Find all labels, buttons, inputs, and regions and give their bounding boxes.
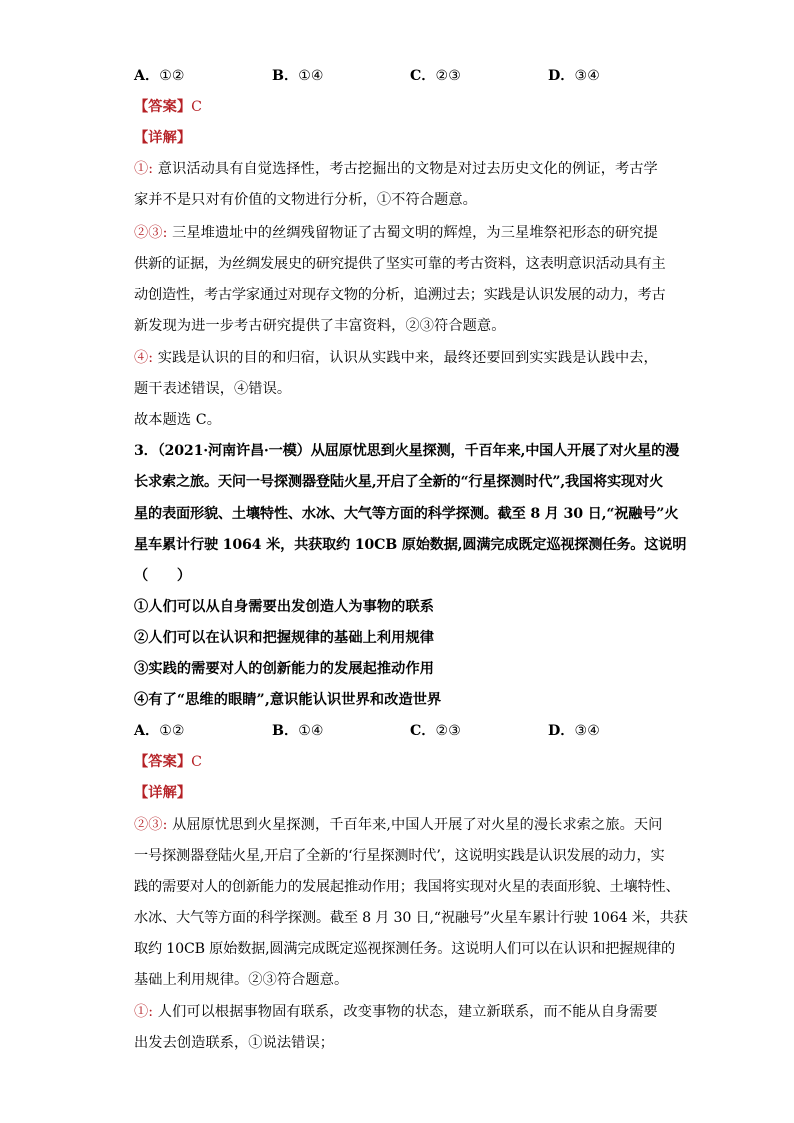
- question-stem: 星车累计行驶 1064 米，共获取约 10CB 原始数据,圆满完成既定巡视探测任务。这说明: [134, 537, 687, 553]
- detail-marker: ④:: [134, 350, 154, 366]
- conclusion-text: 故本题选 C。: [134, 412, 222, 428]
- answer-tag: 【答案】: [134, 754, 192, 770]
- q2-detail-p2-line1: [134, 223, 664, 243]
- q3-option-c: [410, 721, 461, 741]
- q2-detail-p2-line4: [134, 316, 664, 336]
- option-letter: B．: [272, 68, 299, 84]
- q2-detail-p3-line1: [134, 348, 664, 368]
- q2-option-c: [410, 66, 461, 86]
- q3-option-b: [272, 721, 324, 741]
- q3-detail-heading: [134, 783, 664, 803]
- q3-detail-p1-line1: [134, 815, 664, 835]
- option-letter: C．: [410, 723, 436, 739]
- detail-marker: ②③:: [134, 817, 168, 833]
- detail-text: 动创造性，考古学家通过对现存文物的分析，追溯过去；实践是认识发展的动力，考古: [134, 287, 666, 303]
- option-text: ②③: [435, 68, 461, 84]
- q2-detail-p2-line2: [134, 254, 664, 274]
- option-letter: A．: [134, 68, 160, 84]
- q3-detail-p1-line2: [134, 846, 664, 866]
- detail-text: 一号探测器登陆火星,开启了全新的‘行星探测时代’，这说明实践是认识发展的动力，实: [134, 848, 665, 864]
- detail-text: 出发去创造联系，①说法错误；: [134, 1035, 335, 1051]
- question-stem: 从屈原忧思到火星探测，千百年来,中国人开展了对火星的漫: [310, 443, 680, 459]
- q3-answer-blank: [134, 566, 664, 586]
- q2-option-b: [272, 66, 324, 86]
- q2-answer: [134, 97, 664, 117]
- detail-marker: ①:: [134, 1004, 154, 1020]
- q3-option-d: [548, 721, 600, 741]
- detail-tag: 【详解】: [134, 785, 192, 801]
- q3-item-4: [134, 690, 664, 710]
- detail-marker: ②③:: [134, 225, 168, 241]
- question-source: （2021·河南许昌·一模）: [157, 443, 311, 459]
- q3-detail-p2-line1: [134, 1002, 664, 1022]
- q3-item-3: [134, 659, 664, 679]
- q3-stem-line3: [134, 504, 679, 524]
- detail-text: 题干表述错误，④错误。: [134, 381, 292, 397]
- detail-text: 新发现为进一步考古研究提供了丰富资料，②③符合题意。: [134, 318, 506, 334]
- q2-detail-p1-line2: [134, 190, 664, 210]
- option-text: ③④: [574, 723, 600, 739]
- option-letter: D．: [548, 723, 575, 739]
- q2-option-d: [548, 66, 600, 86]
- q3-detail-p1-line6: [134, 970, 664, 990]
- option-text: ①④: [298, 68, 324, 84]
- q3-stem-line2: [134, 472, 664, 492]
- option-letter: C．: [410, 68, 436, 84]
- q3-item-1: [134, 597, 664, 617]
- question-stem: 长求索之旅。天问一号探测器登陆火星,开启了全新的“行星探测时代”,我国将实现对火: [134, 474, 663, 490]
- option-letter: D．: [548, 68, 575, 84]
- detail-text: 三星堆遗址中的丝绸残留物证了古蜀文明的辉煌，为三星堆祭祀形态的研究提: [167, 225, 658, 241]
- detail-text: 实践是认识的目的和归宿，认识从实践中来，最终还要回到实实践是认践中去，: [153, 350, 658, 366]
- option-text: ①④: [298, 723, 324, 739]
- detail-text: 家并不是只对有价值的文物进行分析，①不符合题意。: [134, 192, 477, 208]
- detail-text: 取约 10CB 原始数据,圆满完成既定巡视探测任务。这说明人们可以在认识和把握规律的: [134, 941, 676, 957]
- option-text: ②③: [435, 723, 461, 739]
- item-text: ③实践的需要对人的创新能力的发展起推动作用: [134, 661, 435, 677]
- answer-value: C: [191, 754, 203, 770]
- detail-text: 基础上利用规律。②③符合题意。: [134, 972, 349, 988]
- q2-detail-p2-line3: [134, 285, 664, 305]
- q3-option-a: [134, 721, 185, 741]
- q3-answer: [134, 752, 664, 772]
- q3-detail-p1-line5: [134, 939, 676, 959]
- detail-tag: 【详解】: [134, 130, 192, 146]
- option-text: ①②: [159, 723, 185, 739]
- q2-detail-p3-line2: [134, 379, 664, 399]
- detail-text: 人们可以根据事物固有联系，改变事物的状态，建立新联系，而不能从自身需要: [153, 1004, 658, 1020]
- detail-text: 水冰、大气等方面的科学探测。截至 8 月 30 日,“祝融号”火星车累计行驶 1064 米，共获: [134, 910, 688, 926]
- question-stem: 星的表面形貌、土壤特性、水冰、大气等方面的科学探测。截至 8 月 30 日,“祝融号”火: [134, 506, 679, 522]
- answer-value: C: [191, 99, 203, 115]
- option-text: ①②: [159, 68, 185, 84]
- q3-detail-p1-line4: [134, 908, 688, 928]
- detail-text: 意识活动具有自觉选择性，考古挖掘出的文物是对过去历史文化的例证，考古学: [153, 161, 658, 177]
- option-letter: B．: [272, 723, 299, 739]
- item-text: ④有了“思维的眼睛”,意识能认识世界和改造世界: [134, 692, 442, 708]
- q3-detail-p2-line2: [134, 1033, 664, 1053]
- q2-conclusion: [134, 410, 664, 430]
- detail-text: 供新的证据，为丝绸发展史的研究提供了坚实可靠的考古资料，这表明意识活动具有主: [134, 256, 666, 272]
- q2-detail-heading: [134, 128, 664, 148]
- item-text: ①人们可以从自身需要出发创造人为事物的联系: [134, 599, 435, 615]
- question-number: 3．: [134, 443, 158, 459]
- q2-option-a: [134, 66, 185, 86]
- q3-stem-line4: [134, 535, 687, 555]
- detail-text: 践的需要对人的创新能力的发展起推动作用；我国将实现对火星的表面形貌、土壤特性、: [134, 879, 680, 895]
- q3-detail-p1-line3: [134, 877, 680, 897]
- detail-marker: ①:: [134, 161, 154, 177]
- option-text: ③④: [574, 68, 600, 84]
- answer-blank: （ ）: [134, 568, 192, 584]
- q3-stem-line1: [134, 441, 680, 461]
- option-letter: A．: [134, 723, 160, 739]
- q3-item-2: [134, 628, 664, 648]
- item-text: ②人们可以在认识和把握规律的基础上利用规律: [134, 630, 435, 646]
- detail-text: 从屈原忧思到火星探测，千百年来,中国人开展了对火星的漫长求索之旅。天问: [167, 817, 663, 833]
- q2-detail-p1-line1: [134, 159, 664, 179]
- answer-tag: 【答案】: [134, 99, 192, 115]
